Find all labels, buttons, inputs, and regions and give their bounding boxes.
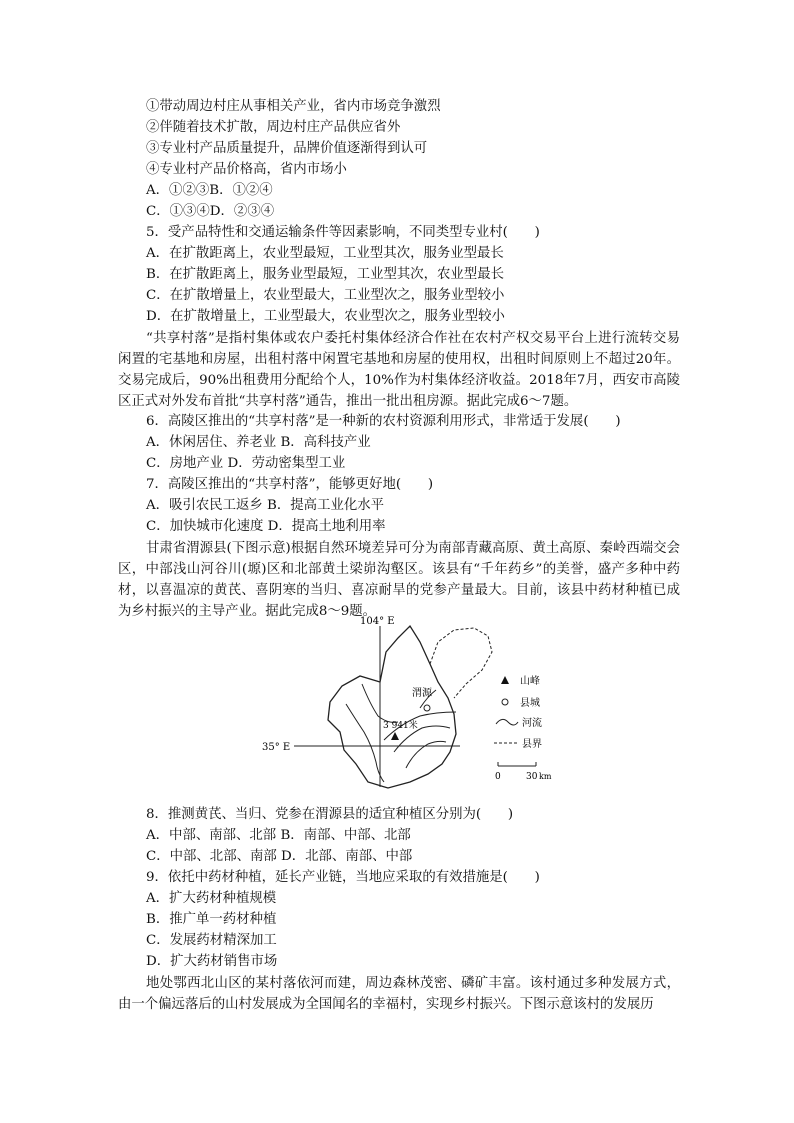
- q5-option-b: B．在扩散距离上，服务业型最短，工业型其次，农业型最长: [146, 267, 504, 282]
- county-label: 渭源: [412, 688, 432, 699]
- longitude-label: 104° E: [360, 616, 395, 627]
- county-boundary-dashed: [430, 628, 492, 698]
- q8-option-ab: A．中部、南部、北部 B．南部、中部、北部: [146, 828, 411, 843]
- county-boundary-west: [328, 626, 456, 788]
- q6-stem: 6．高陵区推出的“共享村落”是一种新的农村资源利用形式，非常适于发展( ): [146, 414, 621, 429]
- q9-option-c: C．发展药材精深加工: [146, 933, 277, 948]
- scale-bar: [495, 762, 552, 782]
- legend-boundary-label: 县界: [522, 739, 542, 750]
- legend-peak-label: 山峰: [520, 676, 540, 687]
- q9-option-a: A．扩大药材种植规模: [146, 891, 277, 906]
- passage-village: 地处鄂西北山区的某村落依河而建，周边森林茂密、磷矿丰富。该村通过多种发展方式，由一个偏远落后的山村发展成为全国闻名的幸福村，实现乡村振兴。下图示意该村的发展历: [118, 976, 680, 1012]
- river-5: [406, 741, 446, 768]
- q7-option-cd: C．加快城市化速度 D．提高土地利用率: [146, 519, 386, 534]
- triangle-icon: [501, 676, 509, 684]
- q5-option-a: A．在扩散距离上，农业型最短，工业型其次，服务业型最长: [146, 246, 504, 261]
- q6-option-cd: C．房地产业 D．劳动密集型工业: [146, 456, 346, 471]
- q8-stem: 8．推测黄芪、当归、党参在渭源县的适宜种植区分别为( ): [146, 807, 514, 822]
- q4-option-ab: A．①②③B．①②④: [146, 183, 273, 198]
- scale-max: 30: [526, 772, 538, 782]
- q4-statement-3: ③专业村产品质量提升，品牌价值逐渐得到认可: [146, 141, 428, 156]
- county-seat-marker: [424, 705, 430, 711]
- q5-option-c: C．在扩散增量上，农业型最大，工业型次之，服务业型较小: [146, 288, 505, 303]
- scale-unit: km: [539, 772, 552, 781]
- map-legend: [494, 674, 542, 750]
- passage-weiyuan: 甘肃省渭源县(下图示意)根据自然环境差异可分为南部青藏高原、黄土高原、秦岭西端交会区，中部浅山河谷川(塬)区和北部黄土梁峁沟壑区。该县有“千年药乡”的美誉，盛产多种中药材，以喜温凉的黄芪、喜阴寒的当归、喜凉耐旱的党参产量最大。目前，该县中药材种植已成为乡村振兴的主导产业。据此完成8～9题。: [118, 541, 680, 619]
- q9-stem: 9．依托中药材种植，延长产业链，当地应采取的有效措施是( ): [146, 870, 540, 885]
- latitude-label: 35° E: [262, 742, 291, 753]
- q4-option-cd: C．①③④D．②③④: [146, 204, 275, 219]
- q6-option-ab: A．休闲居住、养老业 B．高科技产业: [146, 435, 371, 450]
- peak-label: 3 941米: [383, 721, 418, 731]
- scale-zero: 0: [495, 772, 501, 782]
- q9-option-d: D．扩大药材销售市场: [146, 954, 278, 969]
- q4-statement-4: ④专业村产品价格高，省内市场小: [146, 162, 347, 177]
- q4-statement-2: ②伴随着技术扩散，周边村庄产品供应省外: [146, 120, 401, 135]
- q4-statement-1: ①带动周边村庄从事相关产业，省内市场竞争激烈: [146, 99, 441, 114]
- circle-icon: [502, 699, 508, 705]
- legend-river-label: 河流: [522, 718, 542, 729]
- q7-stem: 7．高陵区推出的“共享村落”，能够更好地( ): [146, 477, 434, 492]
- passage-shared-village: “共享村落”是指村集体或农户委托村集体经济合作社在农村产权交易平台上进行流转交易闲置的宅基地和房屋，出租村落中闲置宅基地和房屋的使用权，出租时间原则上不超过20年。交易完成后，90%出租费用分配给个人，10%作为村集体经济收益。2018年7月，西安市高陵区正式对外发布首批“共享村落”通告，推出一批出租房源。据此完成6～7题。: [118, 331, 680, 409]
- legend-seat-label: 县城: [520, 698, 540, 709]
- q7-option-ab: A．吸引农民工返乡 B．提高工业化水平: [146, 498, 385, 513]
- peak-marker: [391, 732, 399, 740]
- q5-option-d: D．在扩散增量上，工业型最大，农业型次之，服务业型较小: [146, 309, 505, 324]
- q9-option-b: B．推广单一药材种植: [146, 912, 277, 927]
- q5-stem: 5．受产品特性和交通运输条件等因素影响，不同类型专业村( ): [146, 225, 540, 240]
- q8-option-cd: C．中部、北部、南部 D．北部、南部、中部: [146, 849, 413, 864]
- weiyuan-map: [260, 612, 560, 802]
- river-icon: [496, 719, 518, 725]
